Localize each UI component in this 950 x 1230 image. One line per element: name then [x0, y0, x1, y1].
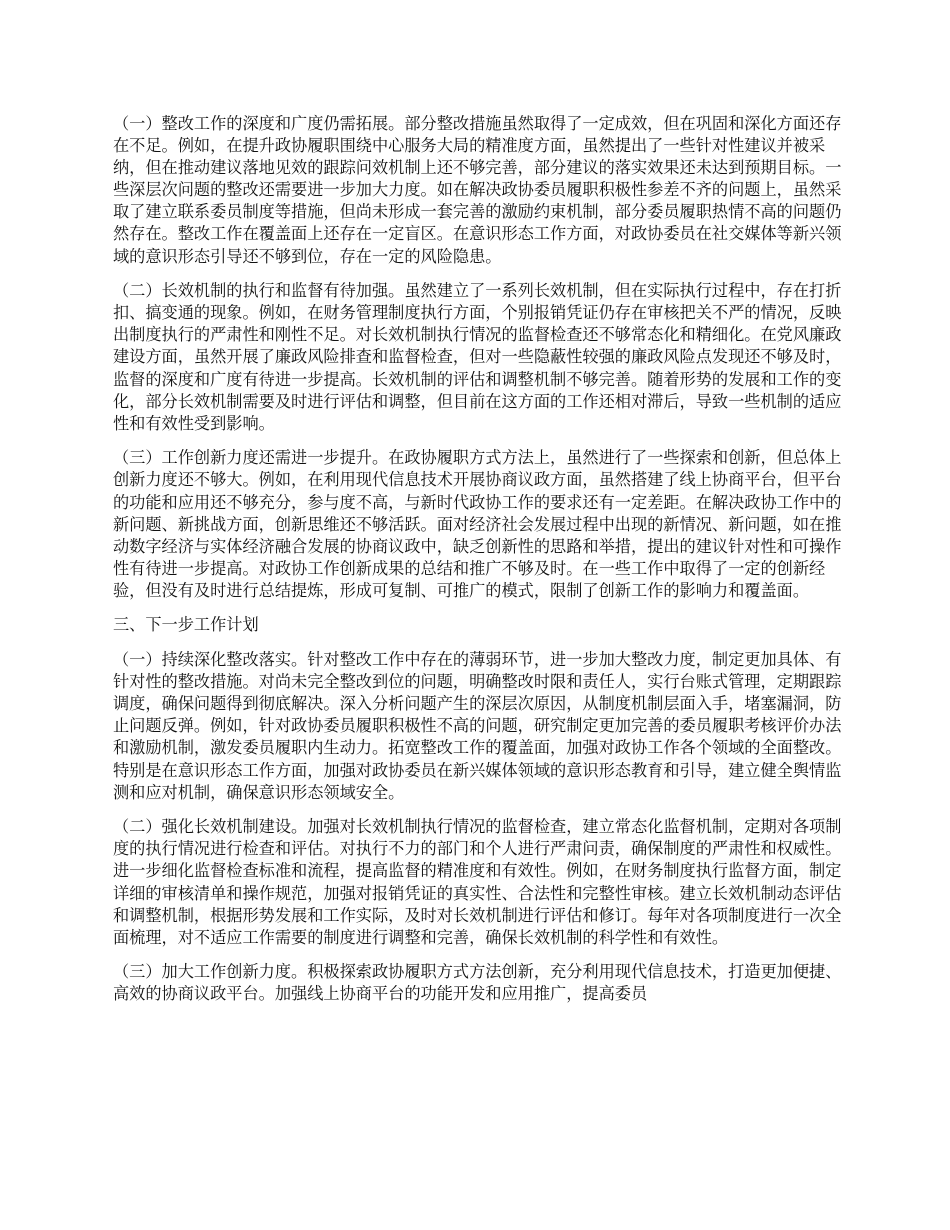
section-heading-next-steps: 三、下一步工作计划	[113, 615, 259, 635]
document-body	[113, 113, 847, 1018]
paragraph-plan-2: （二）强化长效机制建设。加强对长效机制执行情况的监督检查，建立常态化监督机制，定期对各项制度的执行情况进行检查和评估。对执行不力的部门和个人进行严肃问责，确保制度的严肃性和权威性。进一步细化监督检查标准和流程，提高监督的精准度和有效性。例如，在财务制度执行监督方面，制定详细的审核清单和操作规范，加强对报销凭证的真实性、合法性和完整性审核。建立长效机制动态评估和调整机制，根据形势发展和工作实际，及时对长效机制进行评估和修订。每年对各项制度进行一次全面梳理，对不适应工作需要的制度进行调整和完善，确保长效机制的科学性和有效性。	[113, 817, 842, 947]
paragraph-plan-3: （三）加大工作创新力度。积极探索政协履职方式方法创新，充分利用现代信息技术，打造更加便捷、高效的协商议政平台。加强线上协商平台的功能开发和应用推广，提高委员	[113, 962, 842, 1004]
paragraph-problem-3: （三）工作创新力度还需进一步提升。在政协履职方式方法上，虽然进行了一些探索和创新，但总体上创新力度还不够大。例如，在利用现代信息技术开展协商议政方面，虽然搭建了线上协商平台，但平台的功能和应用还不够充分，参与度不高，与新时代政协工作的要求还有一定差距。在解决政协工作中的新问题、新挑战方面，创新思维还不够活跃。面对经济社会发展过程中出现的新情况、新问题，如在推动数字经济与实体经济融合发展的协商议政中，缺乏创新性的思路和举措，提出的建议针对性和可操作性有待进一步提高。对政协工作创新成果的总结和推广不够及时。在一些工作中取得了一定的创新经验，但没有及时进行总结提炼，形成可复制、可推广的模式，限制了创新工作的影响力和覆盖面。	[113, 448, 842, 600]
paragraph-plan-1: （一）持续深化整改落实。针对整改工作中存在的薄弱环节，进一步加大整改力度，制定更加具体、有针对性的整改措施。对尚未完全整改到位的问题，明确整改时限和责任人，实行台账式管理，定期跟踪调度，确保问题得到彻底解决。深入分析问题产生的深层次原因，从制度机制层面入手，堵塞漏洞，防止问题反弹。例如，针对政协委员履职积极性不高的问题，研究制定更加完善的委员履职考核评价办法和激励机制，激发委员履职内生动力。拓宽整改工作的覆盖面，加强对政协工作各个领域的全面整改。特别是在意识形态工作方面，加强对政协委员在新兴媒体领域的意识形态教育和引导，建立健全舆情监测和应对机制，确保意识形态领域安全。	[113, 650, 842, 802]
paragraph-problem-2: （二）长效机制的执行和监督有待加强。虽然建立了一系列长效机制，但在实际执行过程中，存在打折扣、搞变通的现象。例如，在财务管理制度执行方面，个别报销凭证仍存在审核把关不严的情况，反映出制度执行的严肃性和刚性不足。对长效机制执行情况的监督检查还不够常态化和精细化。在党风廉政建设方面，虽然开展了廉政风险排查和监督检查，但对一些隐蔽性较强的廉政风险点发现还不够及时，监督的深度和广度有待进一步提高。长效机制的评估和调整机制不够完善。随着形势的发展和工作的变化，部分长效机制需要及时进行评估和调整，但目前在这方面的工作还相对滞后，导致一些机制的适应性和有效性受到影响。	[113, 281, 842, 433]
paragraph-problem-1: （一）整改工作的深度和广度仍需拓展。部分整改措施虽然取得了一定成效，但在巩固和深化方面还存在不足。例如，在提升政协履职围绕中心服务大局的精准度方面，虽然提出了一些针对性建议并被采纳，但在推动建议落地见效的跟踪问效机制上还不够完善，部分建议的落实效果还未达到预期目标。一些深层次问题的整改还需要进一步加大力度。如在解决政协委员履职积极性参差不齐的问题上，虽然采取了建立联系委员制度等措施，但尚未形成一套完善的激励约束机制，部分委员履职热情不高的问题仍然存在。整改工作在覆盖面上还存在一定盲区。在意识形态工作方面，对政协委员在社交媒体等新兴领域的意识形态引导还不够到位，存在一定的风险隐患。	[113, 114, 842, 266]
